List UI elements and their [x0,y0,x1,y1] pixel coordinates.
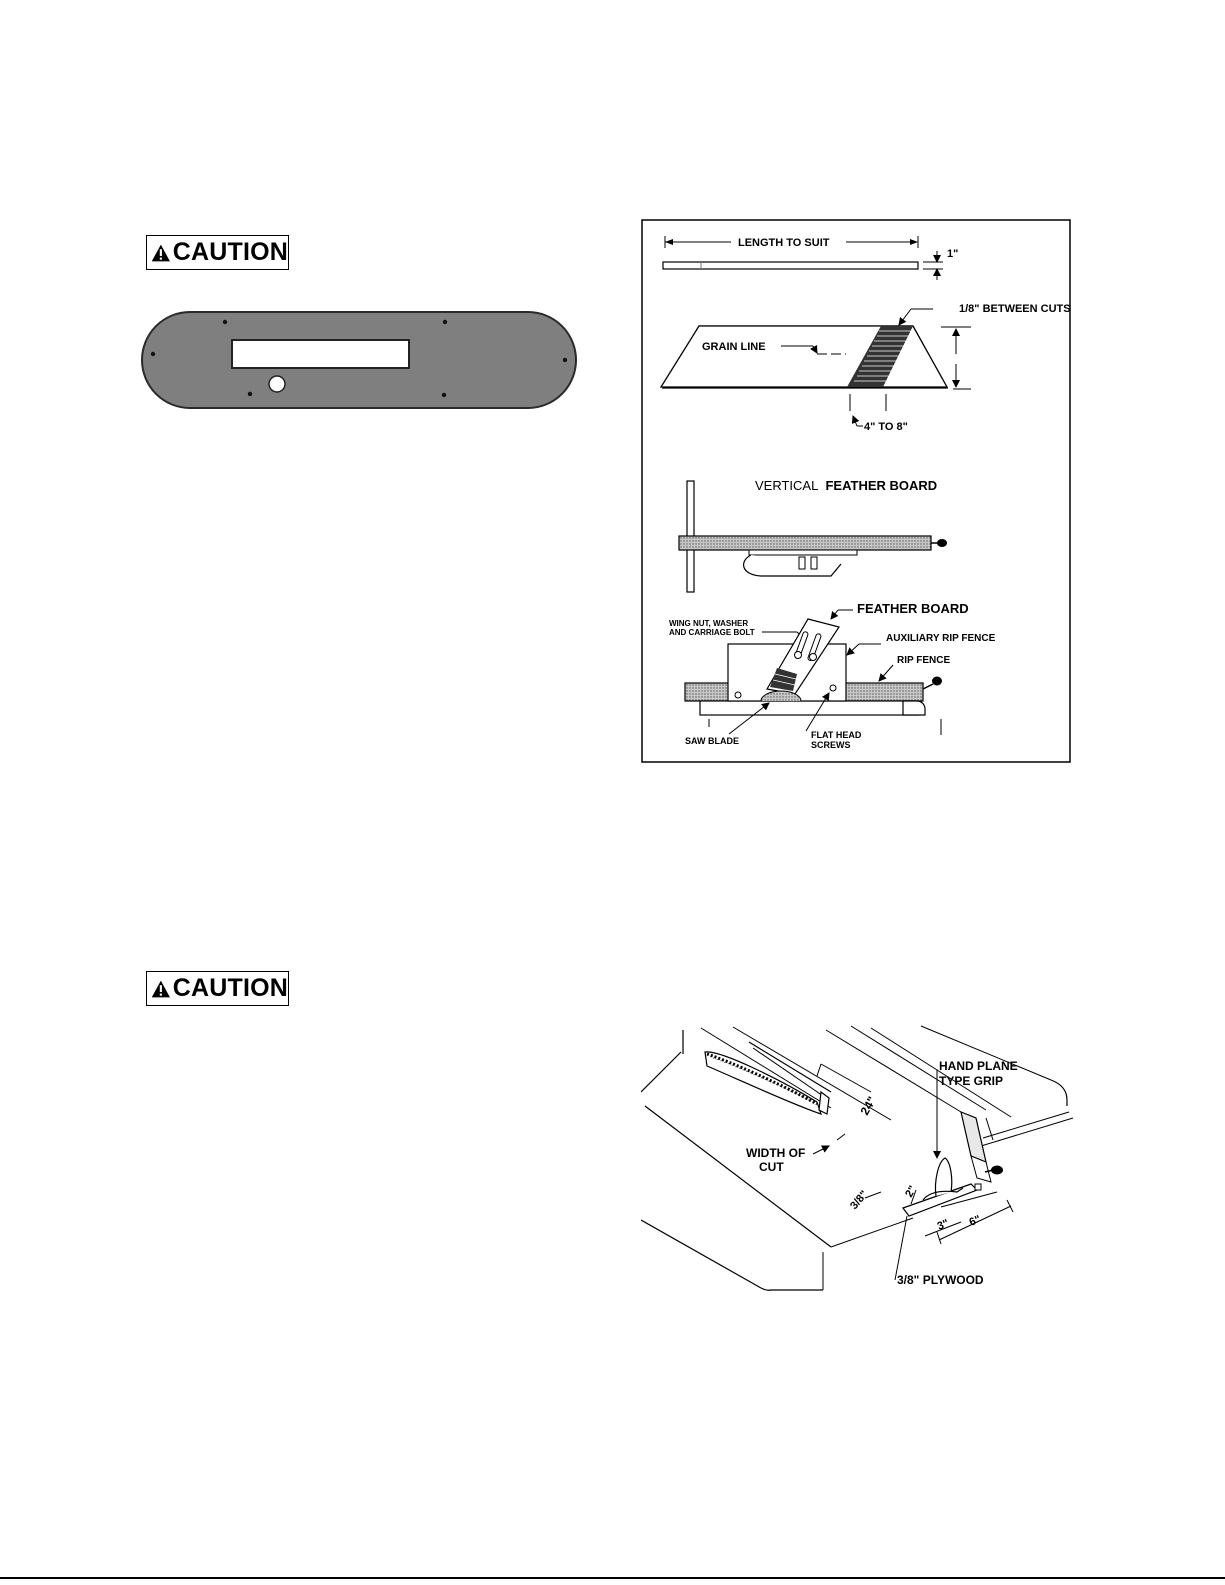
saw-blade-label: SAW BLADE [685,736,739,746]
feather-board-label: FEATHER BOARD [857,601,969,616]
rip-fence-label: RIP FENCE [897,655,951,666]
cut-length-label: 4" TO 8" [864,421,908,433]
length-label: LENGTH TO SUIT [738,237,830,249]
wing-nut-label-2: AND CARRIAGE BOLT [669,628,755,637]
caution-text: CAUTION [172,238,288,266]
grain-label: GRAIN LINE [702,341,766,353]
dim-3: 3" [935,1217,951,1233]
screws-label-1: FLAT HEAD [811,730,862,740]
dim-24: 24" [857,1094,880,1118]
push-stick-figure [641,1022,1081,1292]
feather-board-figure [641,219,1071,763]
caution-label-2 [146,971,289,1006]
width-label-2: CUT [759,1160,784,1174]
grip-label-1: HAND PLANE [939,1059,1018,1073]
wing-nut-label-1: WING NUT, WASHER [669,619,749,628]
warning-triangle-icon [151,977,171,1001]
dim-2: 2" [903,1183,920,1200]
throat-plate-image [140,310,580,412]
caution-text: CAUTION [172,974,288,1002]
dim-6: 6" [967,1213,983,1229]
aux-fence-label: AUXILIARY RIP FENCE [886,633,996,644]
thickness-label: 1" [947,248,959,260]
cut-spacing-label: 1/8" BETWEEN CUTS [959,303,1071,315]
plywood-label: 3/8" PLYWOOD [897,1273,984,1287]
page-bottom-rule [0,1577,1225,1579]
grip-label-2: TYPE GRIP [939,1074,1004,1088]
warning-triangle-icon [151,241,171,265]
screws-label-2: SCREWS [811,740,851,750]
width-label-1: WIDTH OF [746,1146,806,1160]
caution-label [146,235,289,270]
vertical-feather-title: VERTICAL FEATHER BOARD [755,478,938,493]
dim-38: 3/8" [848,1188,871,1212]
